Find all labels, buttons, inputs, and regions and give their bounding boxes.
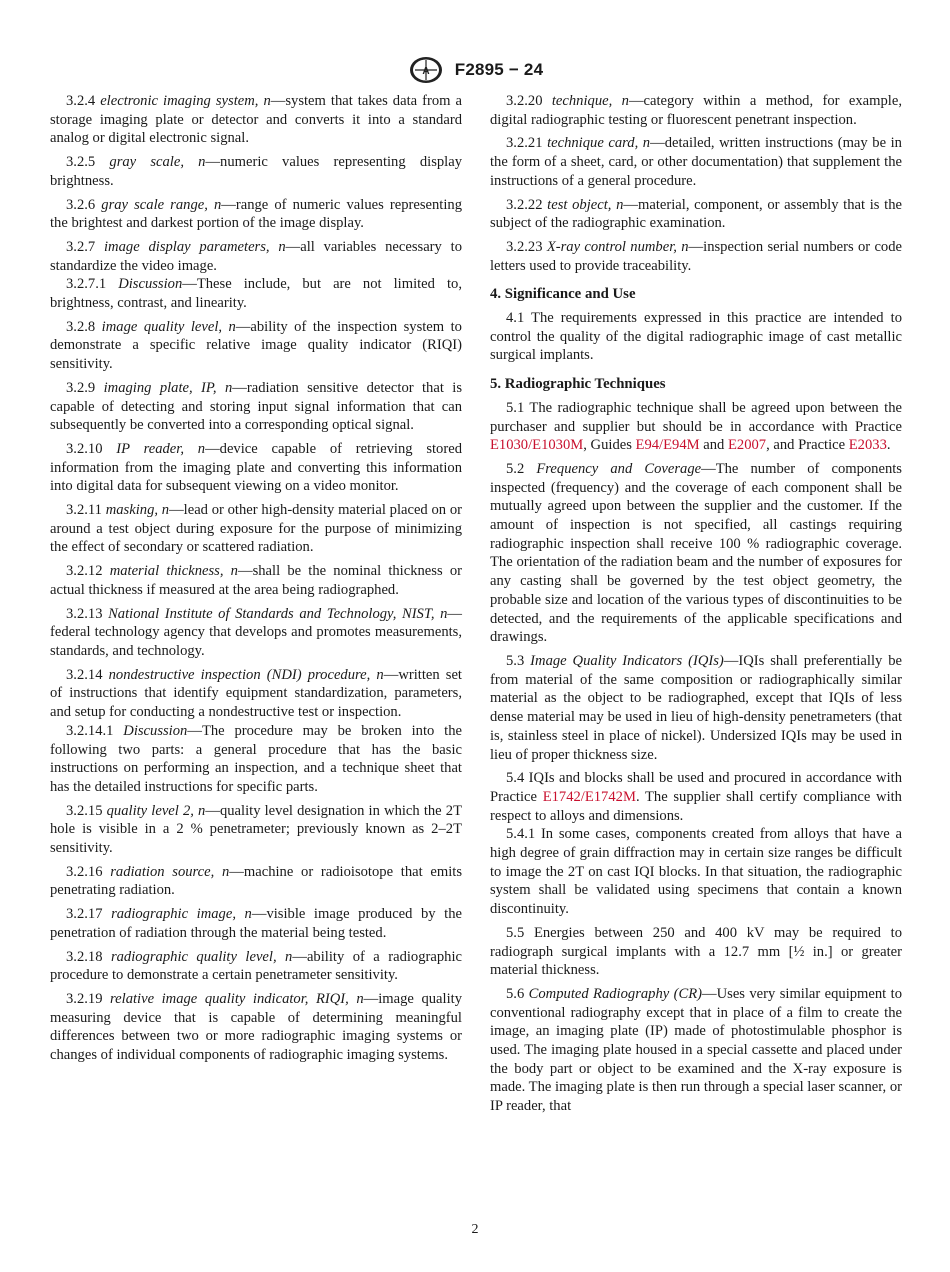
definition-3-2-23: 3.2.23 X-ray control number, n—inspection serial numbers or code letters used to provide traceability. xyxy=(490,238,902,274)
paragraph-5-6: 5.6 Computed Radiography (CR)—Uses very similar equipment to conventional radiography except that in place of a film to create the image, an imaging plate (IP) made of photostimulable phosphor is used. The imaging plate housed in a special cassette and placed under the body part or object to be examined and the X-ray exposure is made. The imaging plate is then run through a special laser scanner, or IP reader, that xyxy=(490,985,902,1115)
paragraph-5-3: 5.3 Image Quality Indicators (IQIs)—IQIs shall preferentially be from material of the same composition or radiographically similar material as the object to be radiographed, except that IQIs of less dense material may be used in lieu of high-density penetrameters (that is, stainless steel in place of nickel). Undersized IQIs may be used in lieu of proper thickness size. xyxy=(490,652,902,763)
link-e1030[interactable]: E1030/E1030M xyxy=(490,437,584,454)
definition-3-2-20: 3.2.20 technique, n—category within a method, for example, digital radiographic testing or fluorescent penetrant inspection. xyxy=(490,93,902,128)
paragraph-5-2: 5.2 Frequency and Coverage—The number of components inspected (frequency) and the coverage of each component shall be mutually agreed upon between the supplier and the customer. If the amount of inspection is not specified, all castings requiring radiographic inspection shall receive 100 % radiographic coverage. The orientation of the radiation beam and the number of exposures for any casting shall be governed by the test object geometry, the probable size and location of the various types of discontinuities to be detected, and the requirements of the applicable specifications and drawings. xyxy=(490,460,902,646)
definition-3-2-7: 3.2.7 image display parameters, n—all variables necessary to standardize the video image. xyxy=(50,238,462,274)
section-heading-significance: 4. Significance and Use xyxy=(490,286,636,303)
link-e2033[interactable]: E2033 xyxy=(848,437,887,454)
definition-3-2-8: 3.2.8 image quality level, n—ability of the inspection system to demonstrate a specific relative image quality indicator (RIQI) sensitivity. xyxy=(50,318,462,373)
paragraph-5-5: 5.5 Energies between 250 and 400 kV may be required to radiograph surgical implants with a 12.7 mm [½ in.] or greater material thickness. xyxy=(490,924,902,979)
definition-3-2-13: 3.2.13 National Institute of Standards and Technology, NIST, n—federal technology agency that develops and promotes measurements, standards, and technology. xyxy=(50,605,463,659)
definition-3-2-22: 3.2.22 test object, n—material, component, or assembly that is the subject of the radiographic examination. xyxy=(490,196,902,232)
definition-3-2-18: 3.2.18 radiographic quality level, n—ability of a radiographic procedure to demonstrate a certain penetrameter sensitivity. xyxy=(50,948,462,984)
page-number: 2 xyxy=(471,1222,479,1237)
document-designation: F2895 − 24 xyxy=(454,60,544,79)
right-column xyxy=(490,92,902,1121)
definition-3-2-17: 3.2.17 radiographic image, n—visible image produced by the penetration of radiation through the material being tested. xyxy=(50,906,463,941)
definition-3-2-11: 3.2.11 masking, n—lead or other high-density material placed on or around a test object during exposure for the purpose of minimizing the effect of secondary or scattered radiation. xyxy=(50,502,462,556)
definition-3-2-10: 3.2.10 IP reader, n—device capable of retrieving stored information from the imaging plate and converting this information into digital data for subsequent viewing on a video monitor. xyxy=(50,440,462,495)
link-e2007[interactable]: E2007 xyxy=(727,437,767,454)
discussion-3-2-14-1: 3.2.14.1 Discussion—The procedure may be broken into the following two parts: a general procedure that has the basic instructions on performing an inspection, and a technique sheet that has the detailed instructions for specific parts. xyxy=(50,722,462,795)
left-column xyxy=(50,92,462,1070)
paragraph-5-4: 5.4 IQIs and blocks shall be used and procured in accordance with Practice E1742/E1742M. The supplier shall certify compliance with respect to alloys and dimensions. xyxy=(490,770,902,824)
definition-3-2-6: 3.2.6 gray scale range, n—range of numeric values representing the brightest and darkest portion of the image display. xyxy=(50,196,462,232)
definition-3-2-12: 3.2.12 material thickness, n—shall be the nominal thickness or actual thickness if measured at the area being radiographed. xyxy=(50,563,462,598)
definition-3-2-15: 3.2.15 quality level 2, n—quality level designation in which the 2T hole is visible in a 2 % penetrameter; previously known as 2–2T sensitivity. xyxy=(50,802,463,857)
definition-3-2-4: 3.2.4 electronic imaging system, n—system that takes data from a storage imaging plate or detector and converts it into a standard analog or digital electronic signal. xyxy=(50,93,462,147)
definition-3-2-19: 3.2.19 relative image quality indicator, RIQI, n—image quality measuring device that is capable of determining meaningful differences between two or more radiographic imaging systems or changes of individual components of radiographic imaging systems. xyxy=(50,990,462,1064)
discussion-3-2-7-1: 3.2.7.1 Discussion—These include, but are not limited to, brightness, contrast, and linearity. xyxy=(50,276,462,312)
definition-3-2-16: 3.2.16 radiation source, n—machine or radioisotope that emits penetrating radiation. xyxy=(50,863,463,899)
astm-logo-icon xyxy=(407,55,445,85)
definition-3-2-5: 3.2.5 gray scale, n—numeric values representing display brightness. xyxy=(50,154,462,189)
svg-text:A: A xyxy=(422,66,430,77)
paragraph-5-1: 5.1 The radiographic technique shall be agreed upon between the purchaser and supplier but should be in accordance with Practice E1030/E1030M, Guides E94/E94M and E2007, and Practice E2033. xyxy=(490,399,902,454)
link-e94[interactable]: E94/E94M xyxy=(635,437,700,454)
paragraph-4-1: 4.1 The requirements expressed in this practice are intended to control the quality of the digital radiographic image of cast metallic surgical implants. xyxy=(490,310,902,364)
paragraph-5-4-1: 5.4.1 In some cases, components created from alloys that have a high degree of grain diffraction may in certain size ranges be difficult to image the 2T on cast IQI blocks. In that situation, the radiographic system shall be validated using specimens that contain a known discontinuity. xyxy=(490,826,902,918)
section-heading-radiographic-techniques: 5. Radiographic Techniques xyxy=(490,376,666,393)
definition-3-2-9: 3.2.9 imaging plate, IP, n—radiation sensitive detector that is capable of detecting and storing input signal information that can subsequently be converted into a corresponding optical signal. xyxy=(50,379,462,434)
page-header xyxy=(0,55,950,85)
link-e1742[interactable]: E1742/E1742M xyxy=(542,788,636,805)
definition-3-2-21: 3.2.21 technique card, n—detailed, written instructions (may be in the form of a sheet, card, or other documentation) that supplement the instructions of a general procedure. xyxy=(490,135,902,189)
definition-3-2-14: 3.2.14 nondestructive inspection (NDI) procedure, n—written set of instructions that identify equipment standardization, parameters, and setup for conducting a nondestructive test or inspection. xyxy=(50,666,462,721)
